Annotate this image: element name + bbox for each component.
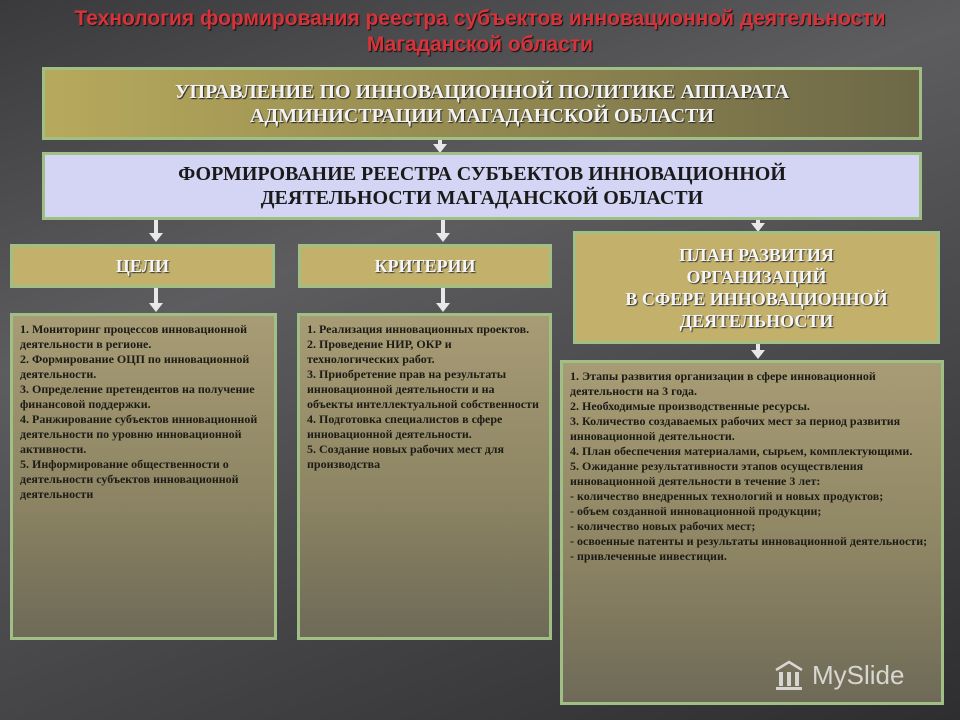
goals-list-box: [10, 313, 277, 640]
criteria-item: 5. Создание новых рабочих мест для производства: [307, 442, 505, 471]
plan-item: 5. Ожидание результативности этапов осуществления инновационной деятельности в течение 3 лет:: [570, 459, 864, 488]
goals-item: 4. Ранжирование субъектов инновационной деятельности по уровню инновационной активности.: [20, 412, 258, 456]
criteria-item: 2. Проведение НИР, ОКР и технологических работ.: [307, 337, 452, 366]
registry-line1: ФОРМИРОВАНИЕ РЕЕСТРА СУБЪЕКТОВ ИННОВАЦИОННОЙ: [178, 163, 786, 185]
plan-item: - привлеченные инвестиции.: [570, 549, 727, 563]
arrow-registry-to-goals: [154, 220, 158, 234]
arrow-registry-to-criteria: [441, 220, 445, 234]
criteria-item: 3. Приобретение прав на результаты инновационной деятельности и на объекты интеллектуальной собственности: [307, 367, 539, 411]
registry-box: [42, 152, 922, 220]
myslide-watermark[interactable]: [772, 655, 904, 695]
management-line2: АДМИНИСТРАЦИИ МАГАДАНСКОЙ ОБЛАСТИ: [250, 104, 714, 127]
goals-item: 5. Информирование общественности о деятельности субъектов инновационной деятельности: [20, 457, 239, 501]
watermark-text: MySlide: [812, 659, 905, 690]
goals-item: 3. Определение претендентов на получение финансовой поддержки.: [20, 382, 255, 411]
registry-line2: ДЕЯТЕЛЬНОСТИ МАГАДАНСКОЙ ОБЛАСТИ: [260, 187, 704, 209]
plan-list-box: [560, 360, 944, 705]
plan-item: - освоенные патенты и результаты инновационной деятельности;: [570, 534, 928, 548]
criteria-item: 4. Подготовка специалистов в сфере инновационной деятельности.: [307, 412, 503, 441]
plan-line4: ДЕЯТЕЛЬНОСТИ: [679, 310, 834, 331]
plan-item: - количество внедренных технологий и новых продуктов;: [570, 489, 884, 503]
arrow-management-to-registry: [438, 140, 442, 145]
management-box: [42, 67, 922, 140]
slide-title-line1: Технология формирования реестра субъектов инновационной деятельности: [74, 7, 886, 30]
criteria-header: [298, 244, 552, 288]
goals-item: 2. Формирование ОЦП по инновационной деятельности.: [20, 352, 250, 381]
plan-line2: ОРГАНИЗАЦИЙ: [686, 266, 827, 287]
management-line1: УПРАВЛЕНИЕ ПО ИННОВАЦИОННОЙ ПОЛИТИКЕ АППАРАТА: [174, 80, 790, 103]
plan-item: 4. План обеспечения материалами, сырьем, комплектующими.: [570, 444, 913, 458]
goals-item: 1. Мониторинг процессов инновационной деятельности в регионе.: [20, 322, 247, 351]
slide-title-line2: Магаданской области: [366, 33, 594, 56]
arrow-plan-to-list: [756, 344, 760, 351]
criteria-list-box: [297, 313, 552, 640]
arrow-registry-to-plan: [756, 220, 760, 224]
plan-item: 1. Этапы развития организации в сфере инновационной деятельности на 3 года.: [570, 369, 876, 398]
arrow-criteria-to-list: [441, 288, 445, 304]
myslide-logo-icon: [772, 658, 806, 692]
plan-line3: В СФЕРЕ ИННОВАЦИОННОЙ: [625, 288, 888, 309]
plan-header: [573, 231, 940, 344]
plan-item: - объем созданной инновационной продукции;: [570, 504, 822, 518]
criteria-label: КРИТЕРИИ: [374, 256, 476, 276]
plan-item: 3. Количество создаваемых рабочих мест за период развития инновационной деятельности.: [570, 414, 901, 443]
goals-header: [10, 244, 275, 288]
criteria-item: 1. Реализация инновационных проектов.: [307, 322, 530, 336]
plan-item: 2. Необходимые производственные ресурсы.: [570, 399, 810, 413]
plan-item: - количество новых рабочих мест;: [570, 519, 756, 533]
goals-label: ЦЕЛИ: [115, 256, 170, 276]
plan-line1: ПЛАН РАЗВИТИЯ: [679, 244, 834, 265]
slide-title: [0, 6, 960, 58]
arrow-goals-to-list: [154, 288, 158, 304]
